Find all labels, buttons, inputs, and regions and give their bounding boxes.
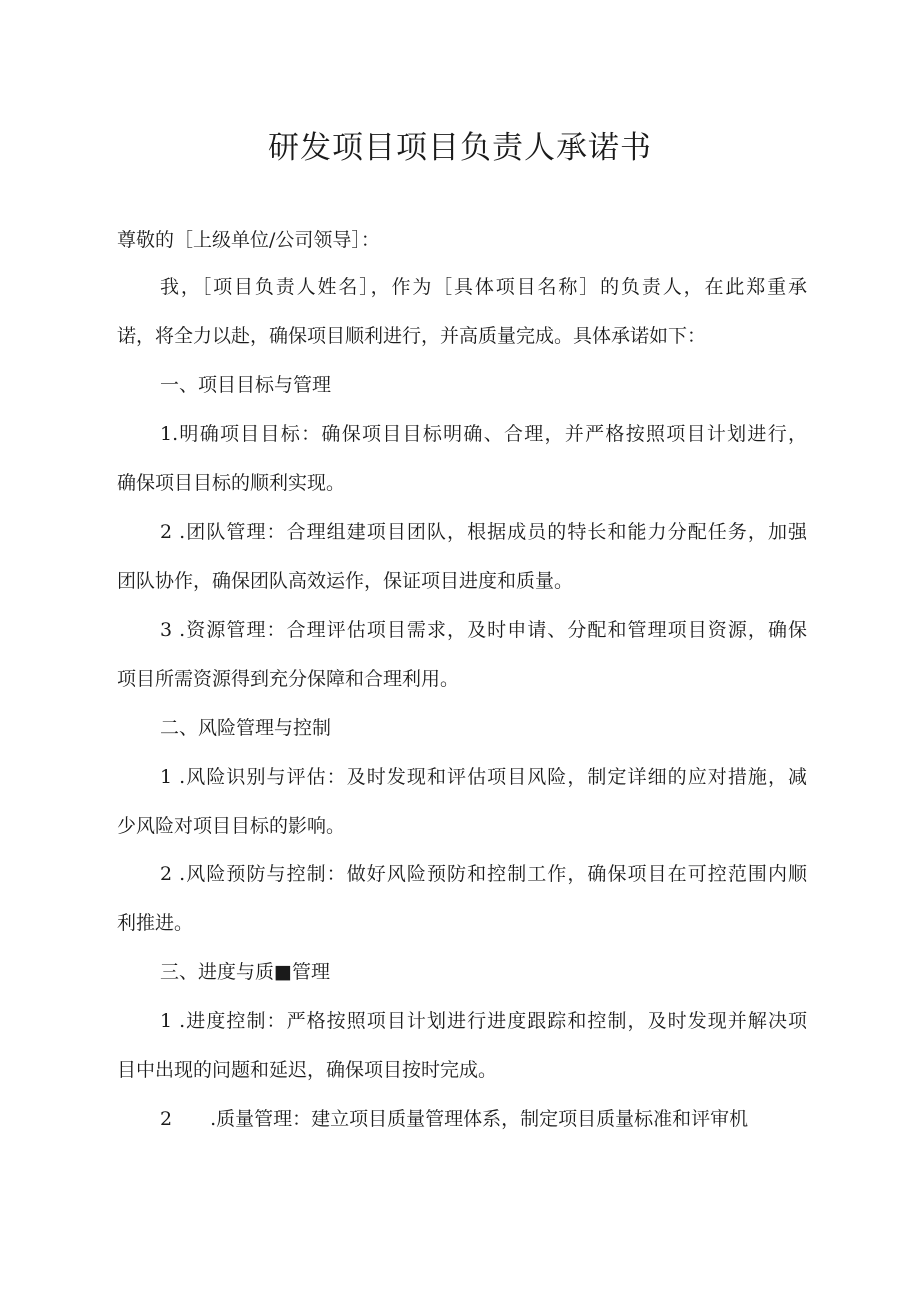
- intro-line-1: 我，［项目负责人姓名］，作为［具体项目名称］的负责人，在此郑重承: [160, 276, 807, 298]
- salutation: 尊敬的［上级单位/公司领导］：: [117, 229, 380, 251]
- paragraph-line: 1 .风险识别与评估：及时发现和评估项目风险，制定详细的应对措施，减: [160, 766, 807, 788]
- paragraph-line: 团队协作，确保团队高效运作，保证项目进度和质量。: [117, 570, 574, 592]
- paragraph-line: 目中出现的问题和延迟，确保项目按时完成。: [117, 1059, 498, 1081]
- paragraph-line: 1.明确项目目标：确保项目目标明确、合理，并严格按照项目计划进行，: [160, 423, 807, 445]
- paragraph-line: 确保项目目标的顺利实现。: [117, 472, 346, 494]
- paragraph-line: 1 .进度控制：严格按照项目计划进行进度跟踪和控制，及时发现并解决项: [160, 1010, 807, 1032]
- section-heading: 三、进度与质■管理: [160, 961, 330, 983]
- paragraph-line: 2 .质量管理：建立项目质量管理体系，制定项目质量标准和评审机: [160, 1108, 749, 1130]
- section-heading: 一、项目目标与管理: [160, 374, 332, 396]
- paragraph-line: 利推进。: [117, 912, 194, 934]
- section-heading: 二、风险管理与控制: [160, 717, 332, 739]
- paragraph-line: 少风险对项目目标的影响。: [117, 815, 346, 837]
- paragraph-line: 2 .团队管理：合理组建项目团队，根据成员的特长和能力分配任务，加强: [160, 521, 807, 543]
- paragraph-line: 3 .资源管理：合理评估项目需求，及时申请、分配和管理项目资源，确保: [160, 619, 807, 641]
- paragraph-line: 项目所需资源得到充分保障和合理利用。: [117, 668, 460, 690]
- paragraph-line: 2 .风险预防与控制：做好风险预防和控制工作，确保项目在可控范围内顺: [160, 863, 807, 885]
- intro-line-2: 诺，将全力以赴，确保项目顺利进行，并高质量完成。具体承诺如下：: [117, 325, 707, 347]
- document-title: 研发项目项目负责人承诺书: [268, 130, 652, 166]
